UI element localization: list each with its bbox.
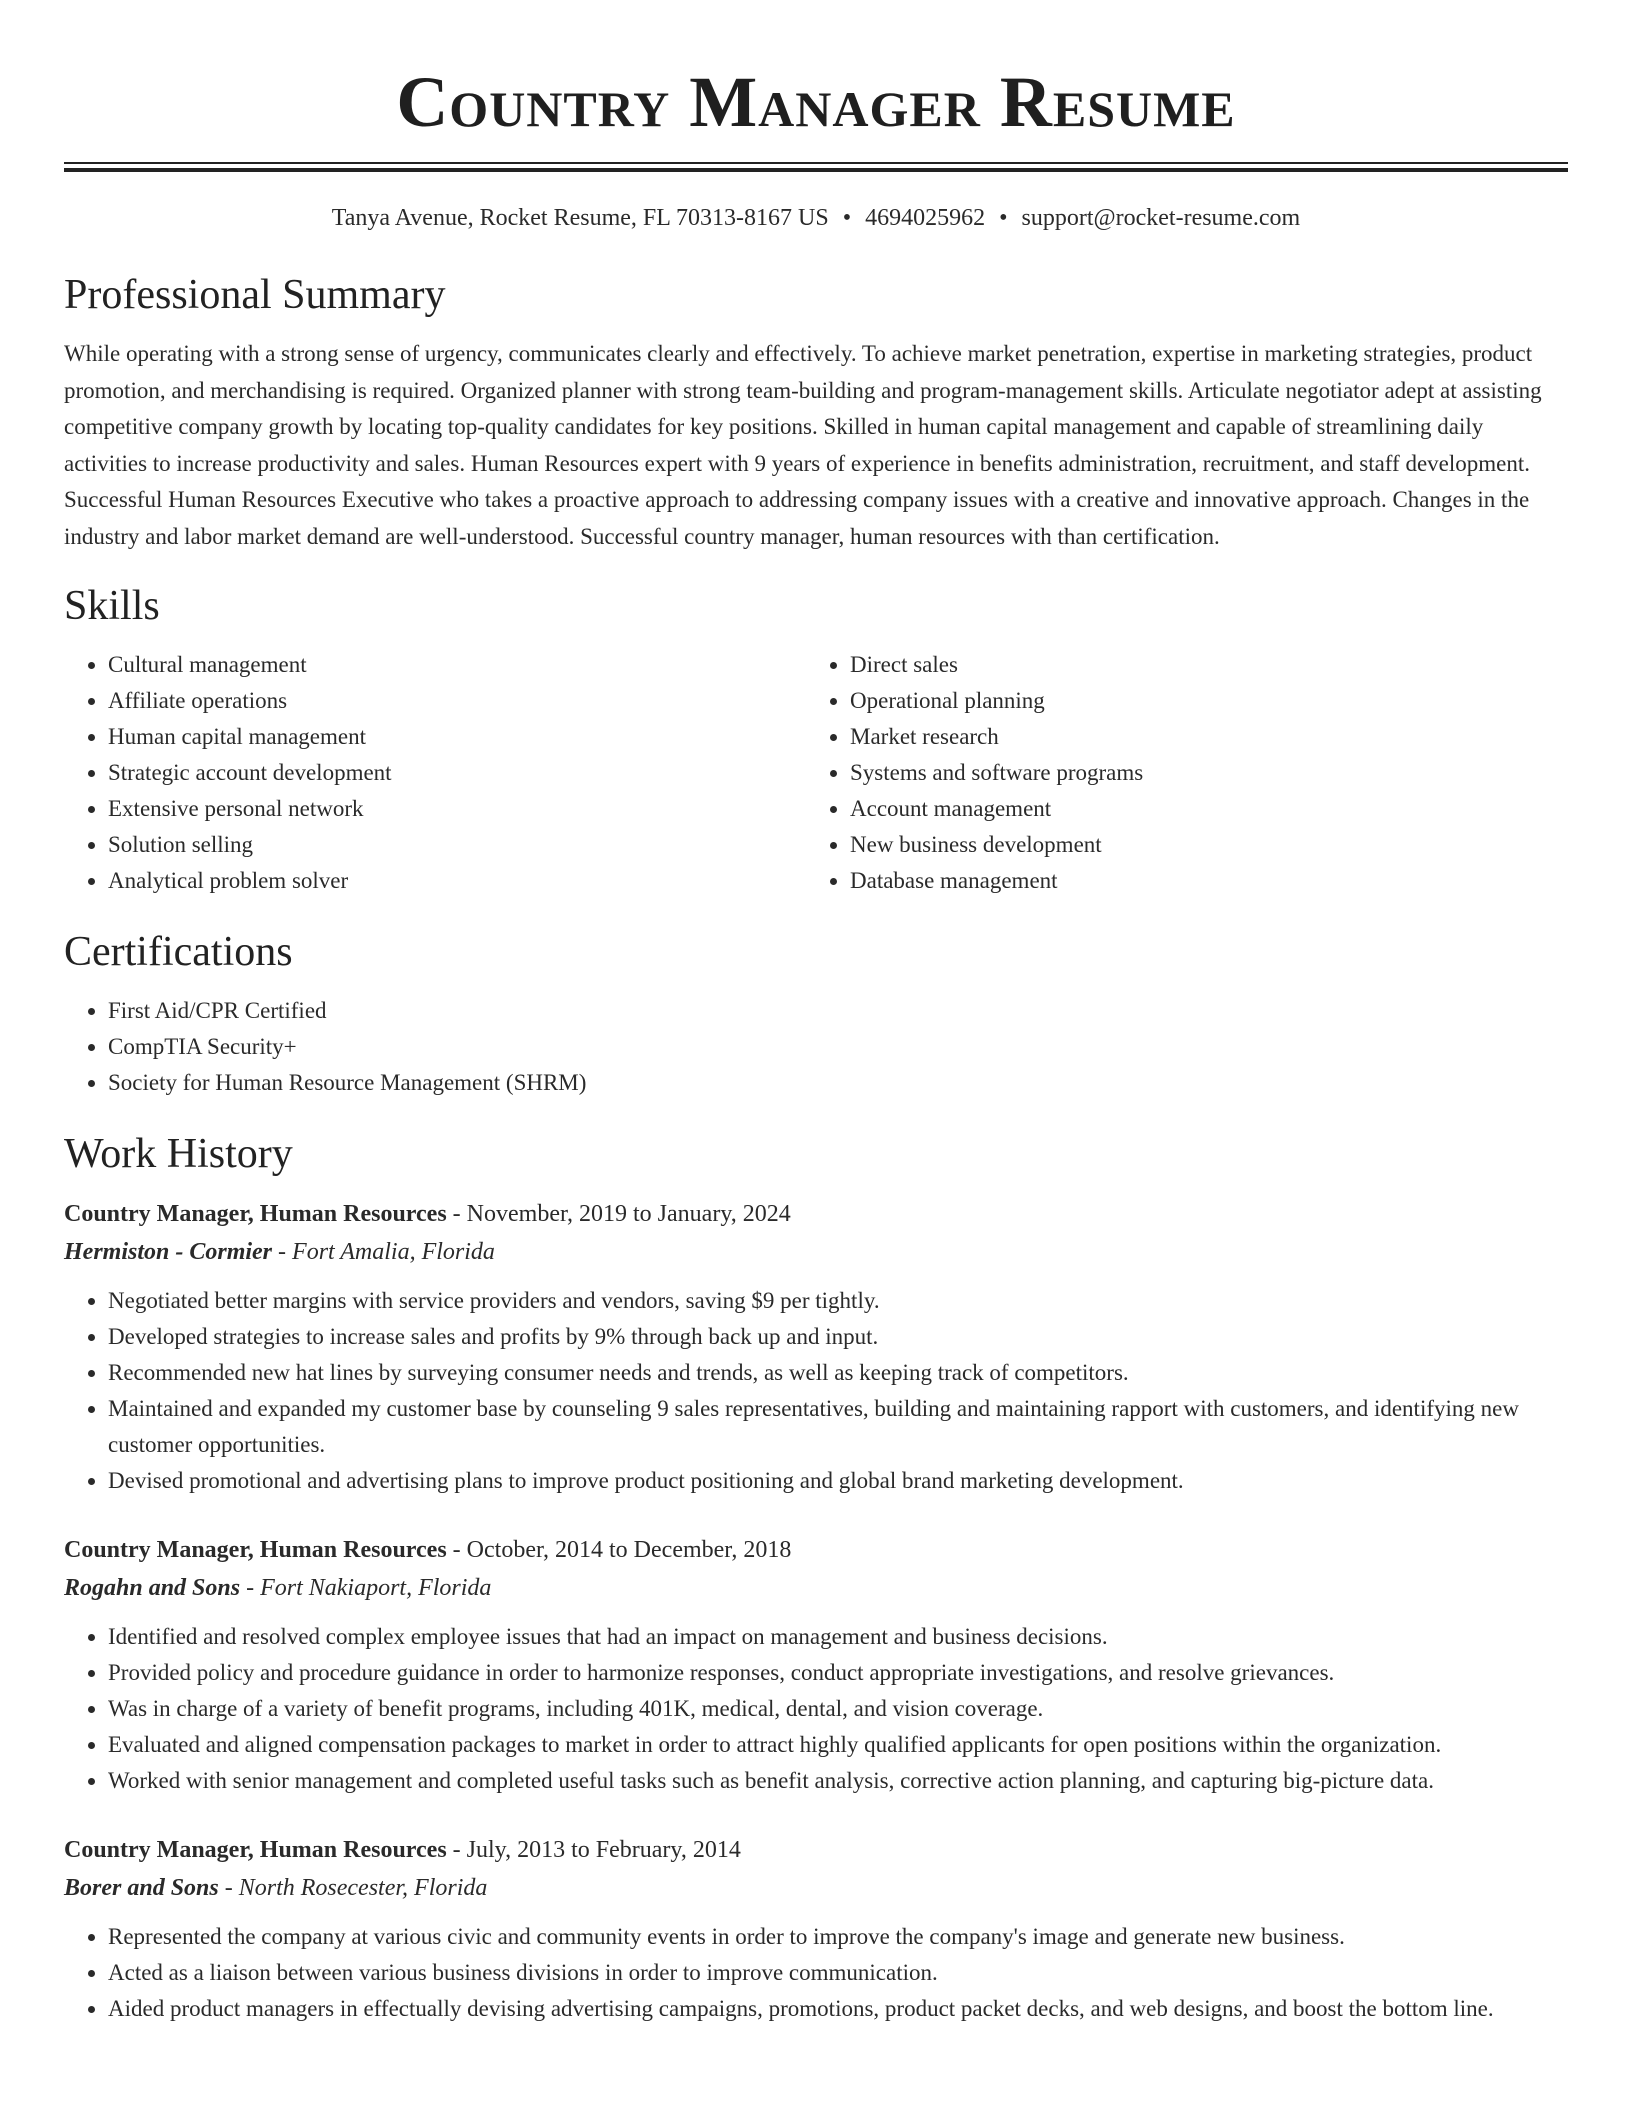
skill-item: • Operational planning <box>850 683 1548 719</box>
certifications-section <box>64 927 1568 1101</box>
skills-columns <box>64 647 1568 899</box>
job-bullet: • Maintained and expanded my customer base by counseling 9 sales representatives, building and maintaining rapport with customers, and identifying new customer opportunities. <box>108 1391 1568 1463</box>
job-title: Country Manager, Human Resources <box>64 1537 447 1563</box>
job-bullet: • Devised promotional and advertising plans to improve product positioning and global brand marketing development. <box>108 1463 1568 1499</box>
summary-heading: Professional Summary <box>64 272 446 318</box>
job-bullet: • Was in charge of a variety of benefit programs, including 401K, medical, dental, and vision coverage. <box>108 1691 1568 1727</box>
job-bullet: • Represented the company at various civic and community events in order to improve the company's image and generate new business. <box>108 1919 1568 1955</box>
skill-item: • Extensive personal network <box>108 791 806 827</box>
job-title: Country Manager, Human Resources <box>64 1201 447 1227</box>
job-bullet: • Worked with senior management and completed useful tasks such as benefit analysis, corrective action planning, and capturing big-picture data. <box>108 1763 1568 1799</box>
skill-item: • Solution selling <box>108 827 806 863</box>
job-dash: - <box>446 1201 467 1227</box>
skills-left-column <box>64 647 806 899</box>
skills-heading: Skills <box>64 583 160 629</box>
job-entry <box>64 1531 1568 1799</box>
job-company-line <box>64 1569 1568 1607</box>
certification-item: • Society for Human Resource Management (SHRM) <box>108 1065 1568 1101</box>
contact-line <box>64 202 1568 234</box>
job-bullets <box>64 1283 1568 1499</box>
contact-separator: • <box>842 205 852 231</box>
skills-right-column <box>806 647 1548 899</box>
job-bullets <box>64 1919 1568 2027</box>
job-dash: - <box>272 1239 293 1265</box>
job-dates: October, 2014 to December, 2018 <box>466 1537 792 1563</box>
certification-item: • CompTIA Security+ <box>108 1029 1568 1065</box>
job-company: Borer and Sons <box>64 1875 219 1901</box>
skill-item: • Cultural management <box>108 647 806 683</box>
job-entry <box>64 1195 1568 1499</box>
resume-title: Country Manager Resume <box>396 62 1236 142</box>
summary-section <box>64 270 1568 555</box>
work-history-heading: Work History <box>64 1131 293 1177</box>
contact-address: Tanya Avenue, Rocket Resume, FL 70313-8167 US <box>331 205 829 231</box>
job-title-line <box>64 1195 1568 1233</box>
job-company-line <box>64 1869 1568 1907</box>
certification-item: • First Aid/CPR Certified <box>108 993 1568 1029</box>
job-bullet: • Negotiated better margins with service providers and vendors, saving $9 per tightly. <box>108 1283 1568 1319</box>
skill-item: • New business development <box>850 827 1548 863</box>
skill-item: • Human capital management <box>108 719 806 755</box>
job-location: Fort Nakiaport, Florida <box>260 1575 492 1601</box>
job-dates: July, 2013 to February, 2014 <box>466 1837 741 1863</box>
job-company: Rogahn and Sons <box>64 1575 241 1601</box>
work-history-section <box>64 1129 1568 2027</box>
job-bullet: • Evaluated and aligned compensation packages to market in order to attract highly qualified applicants for open positions within the organization. <box>108 1727 1568 1763</box>
job-bullet: • Acted as a liaison between various business divisions in order to improve communication. <box>108 1955 1568 1991</box>
job-bullet: • Developed strategies to increase sales and profits by 9% through back up and input. <box>108 1319 1568 1355</box>
certifications-list <box>64 993 1568 1101</box>
contact-email: support@rocket-resume.com <box>1021 205 1301 231</box>
job-title: Country Manager, Human Resources <box>64 1837 447 1863</box>
skills-left-list <box>64 647 806 899</box>
skill-item: • Market research <box>850 719 1548 755</box>
skill-item: • Database management <box>850 863 1548 899</box>
skill-item: • Direct sales <box>850 647 1548 683</box>
title-double-rule <box>64 162 1568 172</box>
job-title-line <box>64 1831 1568 1869</box>
job-bullet: • Aided product managers in effectually devising advertising campaigns, promotions, product packet decks, and web designs, and boost the bottom line. <box>108 1991 1568 2027</box>
job-location: Fort Amalia, Florida <box>292 1239 495 1265</box>
job-bullet: • Identified and resolved complex employee issues that had an impact on management and business decisions. <box>108 1619 1568 1655</box>
summary-text: While operating with a strong sense of urgency, communicates clearly and effectively. To achieve market penetration, expertise in marketing strategies, product promotion, and merchandising is required. Organized planner with strong team-building and program-management skills. Articulate negotiator adept at assisting competitive company growth by locating top-quality candidates for key positions. Skilled in human capital management and capable of streamlining daily activities to increase productivity and sales. Human Resources expert with 9 years of experience in benefits administration, recruitment, and staff development. Successful Human Resources Executive who takes a proactive approach to addressing company issues with a creative and innovative approach. Changes in the industry and labor market demand are well-understood. Successful country manager, human resources with than certification. <box>64 341 1542 549</box>
job-company-line <box>64 1233 1568 1271</box>
skills-section <box>64 581 1568 899</box>
skill-item: • Affiliate operations <box>108 683 806 719</box>
job-entry <box>64 1831 1568 2027</box>
job-bullet: • Provided policy and procedure guidance in order to harmonize responses, conduct appropriate investigations, and resolve grievances. <box>108 1655 1568 1691</box>
contact-separator: • <box>999 205 1008 231</box>
skill-item: • Strategic account development <box>108 755 806 791</box>
job-dates: November, 2019 to January, 2024 <box>466 1201 791 1227</box>
job-dash: - <box>446 1837 467 1863</box>
job-title-line <box>64 1531 1568 1569</box>
job-dash: - <box>240 1575 261 1601</box>
job-bullets <box>64 1619 1568 1799</box>
skill-item: • Analytical problem solver <box>108 863 806 899</box>
contact-phone: 4694025962 <box>865 205 986 231</box>
certifications-heading: Certifications <box>64 929 293 975</box>
job-company: Hermiston - Cormier <box>64 1239 273 1265</box>
job-dash: - <box>218 1875 239 1901</box>
skill-item: • Account management <box>850 791 1548 827</box>
job-dash: - <box>446 1537 467 1563</box>
job-bullet: • Recommended new hat lines by surveying consumer needs and trends, as well as keeping track of competitors. <box>108 1355 1568 1391</box>
skill-item: • Systems and software programs <box>850 755 1548 791</box>
job-location: North Rosecester, Florida <box>238 1875 488 1901</box>
skills-right-list <box>806 647 1548 899</box>
